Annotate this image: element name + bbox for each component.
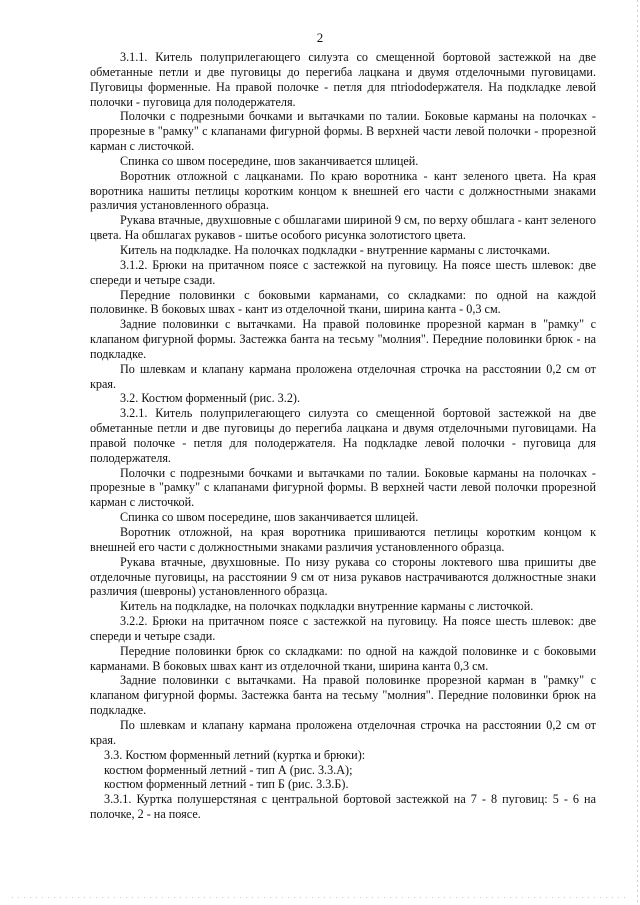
paragraph: Спинка со швом посередине, шов заканчивается шлицей. bbox=[120, 153, 419, 168]
section-heading-3-3: 3.3. Костюм форменный летний (куртка и брюки): bbox=[104, 747, 366, 762]
paragraph: Воротник отложной, на края воротника пришиваются петлицы коротким концом к внешней его части с должностными знаками различия установленного образца. bbox=[90, 525, 596, 554]
page-number: 2 bbox=[316, 30, 324, 45]
paragraph: Передние половинки брюк со складками: по одной на каждой половинке и с боковыми карманами. В боковых швах кант из отделочной ткани, ширина канта 0,3 см. bbox=[90, 643, 596, 673]
section-heading-3-2: 3.2. Костюм форменный (рис. 3.2). bbox=[120, 391, 301, 406]
scan-edge-dots bbox=[637, 0, 638, 905]
paragraph-3-3-1: 3.3.1. Куртка полушерстяная с центральной бортовой застежкой на 7 - 8 пуговиц: 5 - 6 на полочке, 2 - на поясе. bbox=[90, 792, 596, 822]
paragraph: Китель на подкладке, на полочках подкладки внутренние карманы с листочкой. bbox=[120, 599, 534, 614]
paragraph-3-2-1: 3.2.1. Китель полуприлегающего силуэта со смещенной бортовой застежкой на две обметанные петли и две пуговицы до перегиба лацкана и двумя отделочными пуговицами. На правой полочке - петля для полодержателя. На подкладке левой полочки - пуговица для полодержателя. bbox=[90, 406, 596, 465]
paragraph: По шлевкам и клапану кармана проложена отделочная строчка на расстоянии 0,2 см от края. bbox=[90, 717, 596, 747]
scan-bottom-dots bbox=[12, 897, 628, 898]
paragraph: Задние половинки с вытачками. На правой половинке прорезной карман в "рамку" с клапаном фигурной формы. Застежка банта на тесьму "молния". Передние половинки брюк - на подкладке. bbox=[90, 317, 596, 361]
document-body bbox=[90, 50, 596, 822]
paragraph-3-1-2: 3.1.2. Брюки на притачном поясе с застежкой на пуговицу. На поясе шесть шлевок: две спереди и четыре сзади. bbox=[90, 257, 596, 287]
paragraph: По шлевкам и клапану кармана проложена отделочная строчка на расстоянии 0,2 см от края. bbox=[90, 361, 596, 391]
paragraph-3-1-1: 3.1.1. Китель полуприлегающего силуэта со смещенной бортовой застежкой на две обметанные петли и две пуговицы до перегиба лацкана и двумя отделочными пуговицами. Пуговицы форменные. На правой полочке - петля для пtriododержателя. На подкладке левой полочки - пуговица для полодержателя. bbox=[90, 50, 596, 109]
paragraph: Полочки с подрезными бочками и вытачками по талии. Боковые карманы на полочках - прорезные в "рамку" с клапанами фигурной формы. В верхней части левой полочки прорезной карман с листочкой. bbox=[90, 465, 596, 510]
paragraph: Полочки с подрезными бочками и вытачками по талии. Боковые карманы на полочках - прорезные в "рамку" с клапанами фигурной формы. В верхней части левой полочки - прорезной карман с листочкой. bbox=[90, 109, 596, 154]
paragraph-3-2-2: 3.2.2. Брюки на притачном поясе с застежкой на пуговицу. На поясе шесть шлевок: две спереди и четыре сзади. bbox=[90, 614, 596, 643]
paragraph: Задние половинки с вытачками. На правой половинке прорезной карман в "рамку" с клапаном фигурной формы. Застежка банта на тесьму "молния". Передние половинки брюк на подкладке. bbox=[90, 673, 596, 718]
list-item: костюм форменный летний - тип Б (рис. 3.3.Б). bbox=[104, 777, 349, 792]
paragraph: Спинка со швом посередине, шов заканчивается шлицей. bbox=[120, 510, 419, 525]
paragraph: Китель на подкладке. На полочках подкладки - внутренние карманы с листочками. bbox=[120, 242, 551, 257]
paragraph: Воротник отложной с лацканами. По краю воротника - кант зеленого цвета. На края воротника нашиты петлицы коротким концом к внешней его части с должностными знаками различия установленного образца. bbox=[90, 168, 596, 213]
paragraph: Передние половинки с боковыми карманами, со складками: по одной на каждой половинке. В боковых швах - кант из отделочной ткани, ширина канта - 0,3 см. bbox=[90, 287, 596, 317]
paragraph: Рукава втачные, двухшовные. По низу рукава со стороны локтевого шва пришиты две отделочные пуговицы, на расстоянии 9 см от низа рукавов настрачиваются должностные знаки различия (шевроны) установленного образца. bbox=[90, 554, 596, 599]
list-item: костюм форменный летний - тип А (рис. 3.3.А); bbox=[104, 762, 353, 777]
paragraph: Рукава втачные, двухшовные с обшлагами шириной 9 см, по верху обшлага - кант зеленого цвета. На обшлагах рукавов - шитье особого рисунка золотистого цвета. bbox=[90, 213, 596, 243]
